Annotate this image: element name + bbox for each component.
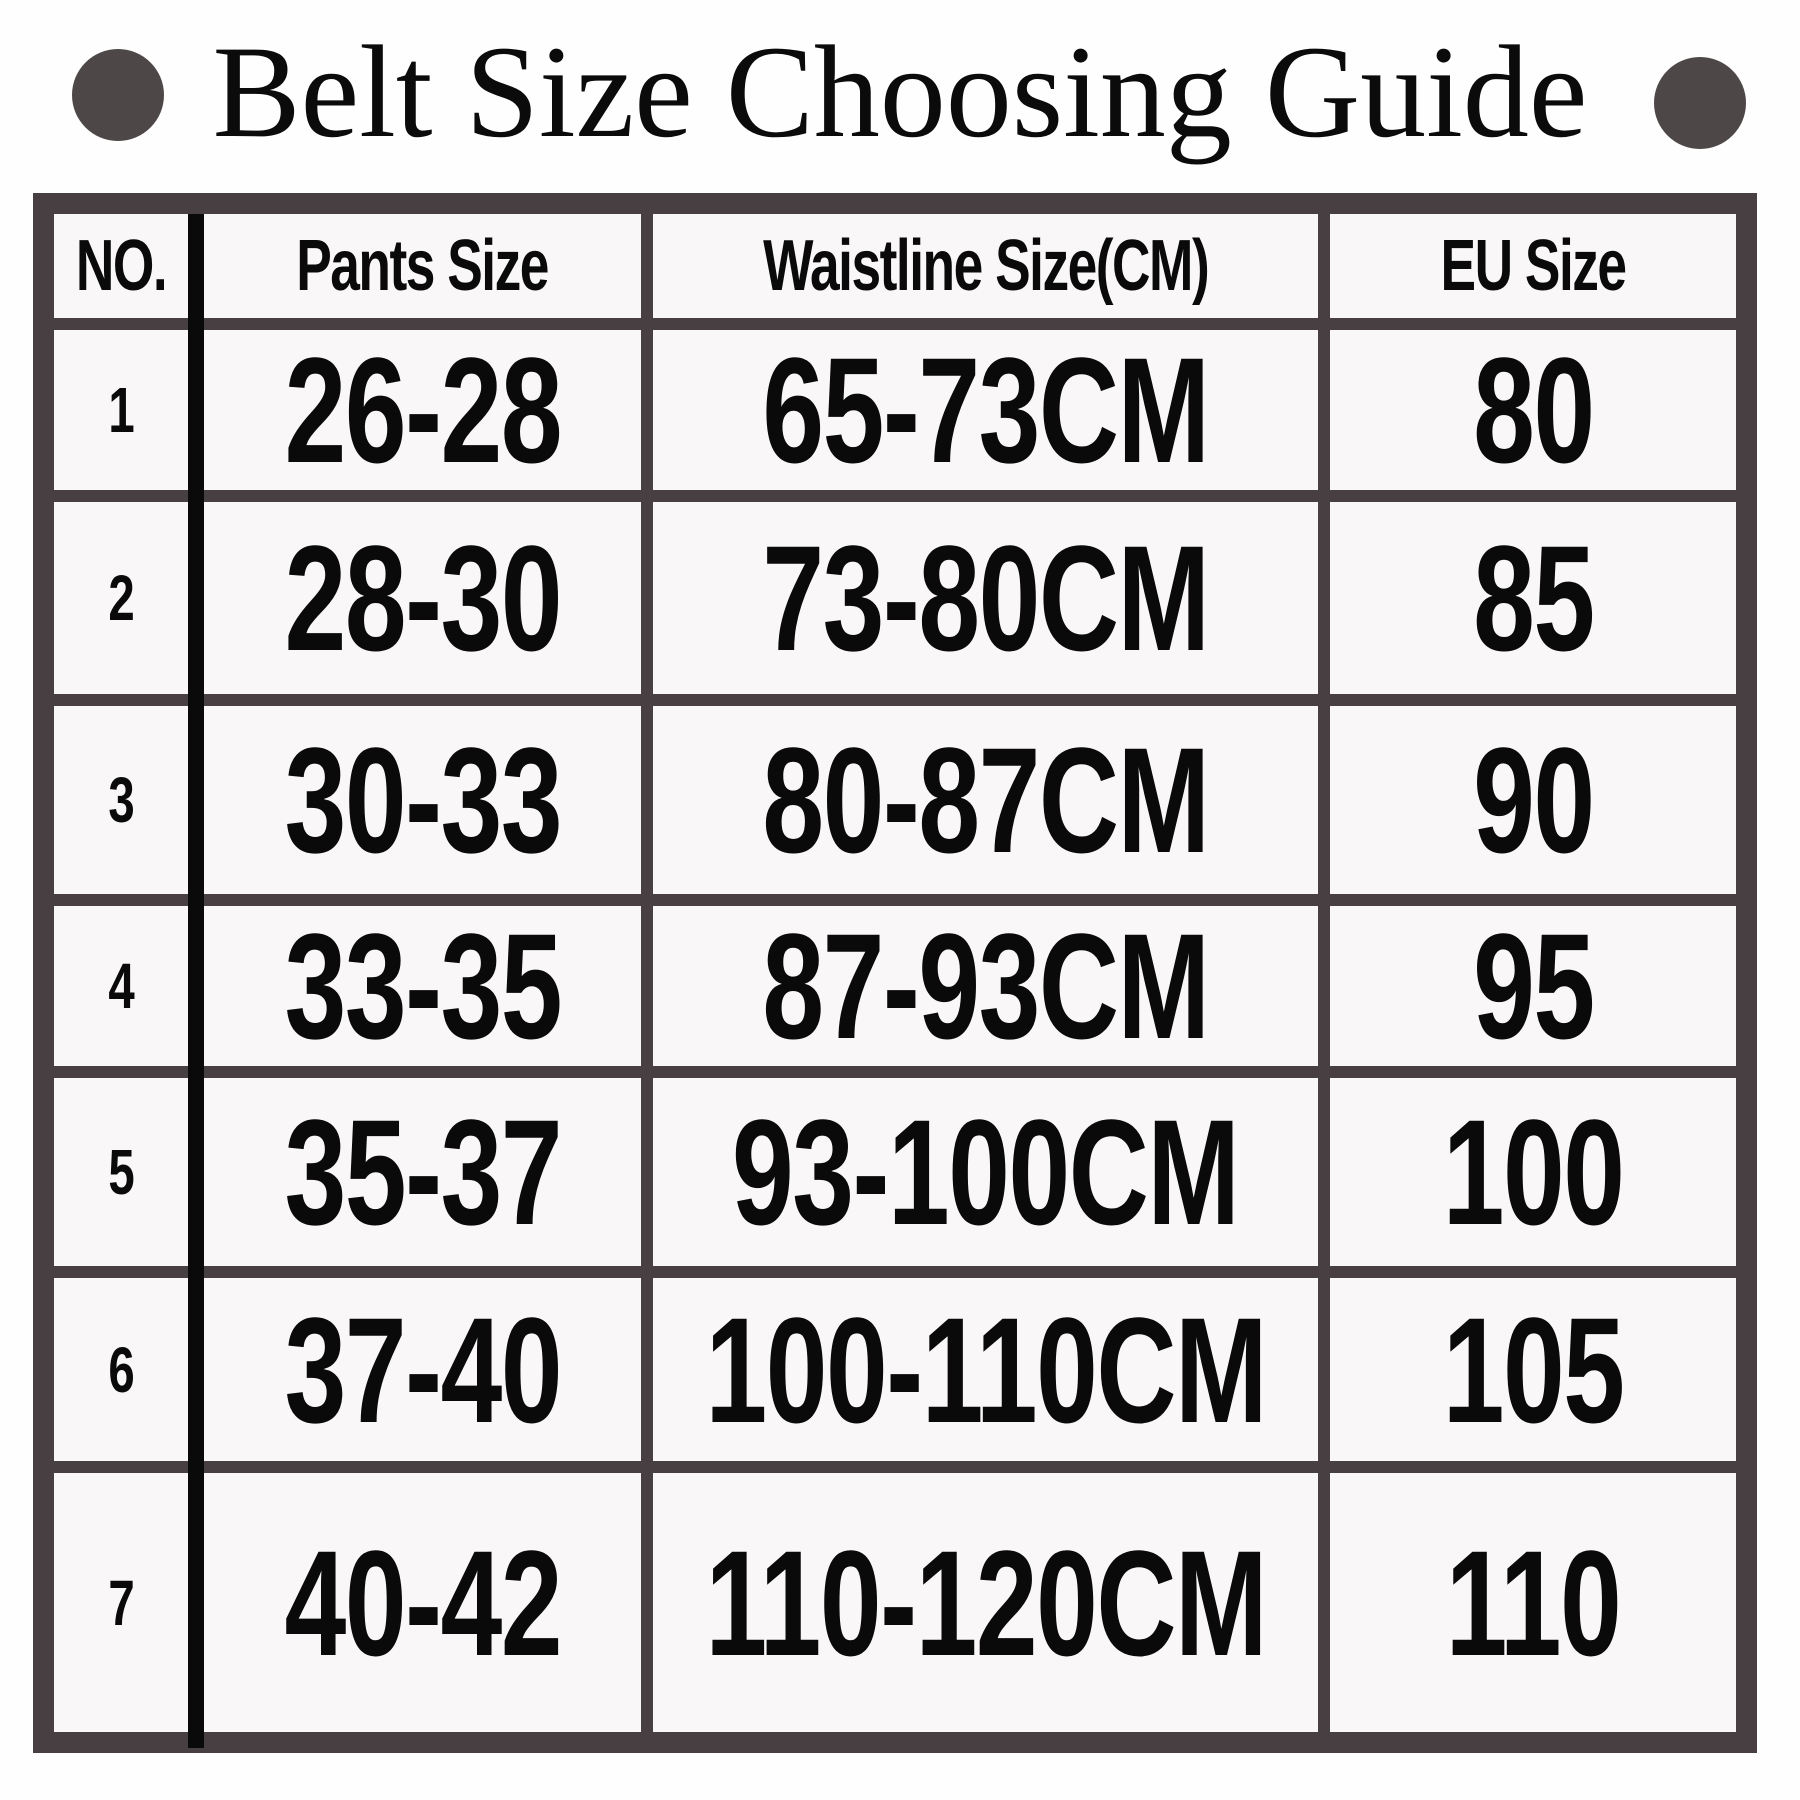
row-2-waistline <box>653 502 1318 694</box>
row-5-pants-value: 35-37 <box>284 1088 561 1256</box>
row-5-waistline <box>653 1078 1318 1266</box>
belt-size-table <box>33 193 1757 1753</box>
row-1-eu-value: 80 <box>1472 330 1594 490</box>
row-5-eu-value: 100 <box>1442 1088 1624 1256</box>
no-column-divider <box>188 214 204 1748</box>
row-4-waistline-value: 87-93CM <box>762 906 1209 1066</box>
row-3-no-value: 3 <box>108 764 134 836</box>
row-1-no <box>54 330 188 490</box>
row-3-waistline <box>653 706 1318 894</box>
row-1-waistline-value: 65-73CM <box>762 330 1209 490</box>
row-2-eu-value: 85 <box>1472 514 1594 682</box>
row-7-no <box>54 1473 188 1732</box>
header-cell-no <box>54 214 188 318</box>
row-7-waistline <box>653 1473 1318 1732</box>
header-label-eu-size: EU Size <box>1440 226 1626 306</box>
row-6-waistline-value: 100-110CM <box>705 1285 1266 1454</box>
row-3-pants-value: 30-33 <box>284 716 561 884</box>
row-4-eu-value: 95 <box>1472 906 1594 1066</box>
row-4-waistline <box>653 906 1318 1066</box>
row-5-no-value: 5 <box>108 1136 134 1208</box>
row-5-pants-size <box>204 1078 641 1266</box>
title-bullet-right-icon <box>1654 57 1746 149</box>
row-3-eu-size <box>1330 706 1736 894</box>
row-4-no <box>54 906 188 1066</box>
row-4-pants-value: 33-35 <box>284 906 561 1066</box>
header-cell-eu-size <box>1330 214 1736 318</box>
row-5-waistline-value: 93-100CM <box>732 1088 1239 1256</box>
row-7-pants-size <box>204 1473 641 1732</box>
row-3-no <box>54 706 188 894</box>
title-bullet-left-icon <box>72 49 164 141</box>
header-label-waistline-size: Waistline Size(CM) <box>762 226 1209 306</box>
row-4-no-value: 4 <box>108 950 134 1022</box>
row-2-waistline-value: 73-80CM <box>762 514 1209 682</box>
row-7-no-value: 7 <box>108 1566 134 1639</box>
row-2-eu-size <box>1330 502 1736 694</box>
header-cell-waistline-size <box>653 214 1318 318</box>
row-1-pants-size <box>204 330 641 490</box>
page-title: Belt Size Choosing Guide <box>212 18 1588 165</box>
row-6-eu-value: 105 <box>1442 1285 1624 1454</box>
row-2-no-value: 2 <box>108 562 134 634</box>
row-3-waistline-value: 80-87CM <box>762 716 1209 884</box>
row-7-eu-size <box>1330 1473 1736 1732</box>
row-7-pants-value: 40-42 <box>284 1518 561 1687</box>
row-6-eu-size <box>1330 1278 1736 1461</box>
row-1-eu-size <box>1330 330 1736 490</box>
row-2-pants-value: 28-30 <box>284 514 561 682</box>
row-1-no-value: 1 <box>108 374 134 446</box>
row-6-no-value: 6 <box>108 1333 134 1406</box>
row-3-pants-size <box>204 706 641 894</box>
row-5-no <box>54 1078 188 1266</box>
row-7-eu-value: 110 <box>1445 1518 1621 1687</box>
row-5-eu-size <box>1330 1078 1736 1266</box>
row-6-pants-size <box>204 1278 641 1461</box>
row-4-eu-size <box>1330 906 1736 1066</box>
header-label-no: NO. <box>75 226 167 306</box>
row-4-pants-size <box>204 906 641 1066</box>
row-3-eu-value: 90 <box>1472 716 1594 884</box>
header-cell-pants-size <box>204 214 641 318</box>
row-6-no <box>54 1278 188 1461</box>
row-7-waistline-value: 110-120CM <box>705 1518 1266 1687</box>
row-6-pants-value: 37-40 <box>284 1285 561 1454</box>
row-1-waistline <box>653 330 1318 490</box>
row-2-no <box>54 502 188 694</box>
row-6-waistline <box>653 1278 1318 1461</box>
row-2-pants-size <box>204 502 641 694</box>
row-1-pants-value: 26-28 <box>284 330 561 490</box>
header-label-pants-size: Pants Size <box>296 226 549 306</box>
